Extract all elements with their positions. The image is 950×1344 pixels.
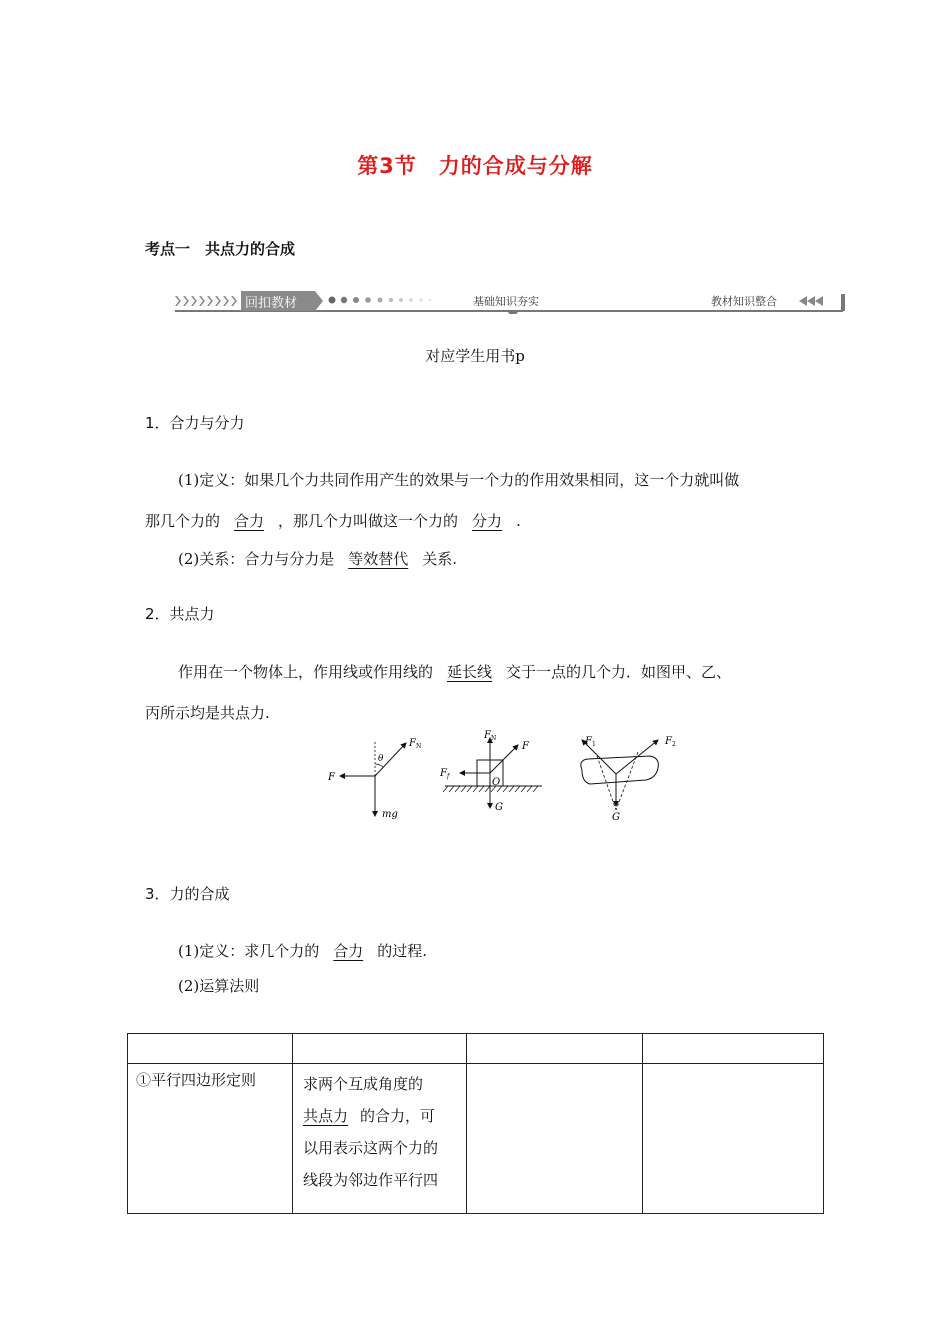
svg-text:mg: mg	[382, 809, 398, 820]
blank-answer: 等效替代	[348, 550, 409, 568]
s1-relation: (2)关系：合力与分力是 等效替代 关系.	[178, 550, 458, 568]
figure-c	[581, 736, 676, 823]
dots-icon	[329, 297, 432, 304]
table-row	[128, 1064, 824, 1214]
svg-text:G: G	[495, 802, 503, 813]
section-heading: 考点一 共点力的合成	[145, 240, 296, 258]
svg-text:F: F	[522, 741, 529, 752]
s1-definition-line2: 那几个力的 合力 ，那几个力叫做这一个力的 分力 .	[145, 512, 521, 530]
chevrons-icon	[175, 296, 237, 306]
blank-answer: 共点力	[303, 1107, 349, 1125]
blank-answer: 合力	[333, 942, 364, 960]
s3-definition: (1)定义：求几个力的 合力 的过程.	[178, 942, 428, 960]
section-banner	[175, 290, 847, 314]
banner-tag: 回扣教材	[245, 296, 298, 311]
s1-heading: 1．合力与分力	[145, 414, 245, 432]
svg-text:O: O	[492, 777, 501, 788]
blank-answer: 合力	[234, 512, 265, 530]
table-cell	[467, 1064, 643, 1214]
blank-answer: 分力	[472, 512, 503, 530]
svg-text:FN: $F_N$	[409, 738, 422, 750]
s2-paragraph-line1: 作用在一个物体上，作用线或作用线的 延长线 交于一点的几个力．如图甲、乙、	[178, 663, 732, 681]
s2-paragraph-line2: 丙所示均是共点力.	[145, 704, 270, 722]
blank-answer: 延长线	[447, 663, 493, 681]
svg-text:G: G	[612, 812, 620, 823]
subtitle: 对应学生用书p	[425, 347, 525, 365]
svg-text:θ: θ	[378, 754, 384, 764]
s1-definition-line1: (1)定义：如果几个力共同作用产生的效果与一个力的作用效果相同，这一个力就叫做	[178, 471, 740, 489]
concurrent-forces-figure	[320, 730, 700, 830]
svg-text:F: F	[328, 772, 335, 783]
rules-table	[127, 1033, 824, 1214]
page-title: 第3节 力的合成与分解	[357, 154, 593, 178]
svg-text:FN: $F_N$	[484, 730, 497, 742]
svg-text:F2: $F_2$	[665, 736, 676, 748]
table-cell	[643, 1064, 824, 1214]
s3-rule: (2)运算法则	[178, 977, 260, 995]
svg-text:Ff: $F_f$	[440, 768, 450, 780]
s2-heading: 2．共点力	[145, 605, 215, 623]
figure-a	[327, 738, 421, 820]
figure-b	[439, 730, 542, 813]
table-cell: 求两个互成角度的 共点力 的合力，可 以用表示这两个力的 线段为邻边作平行四	[293, 1064, 467, 1214]
table-cell: ①平行四边形定则	[128, 1064, 293, 1214]
banner-right-label: 教材知识整合	[711, 295, 777, 308]
s3-heading: 3．力的合成	[145, 885, 230, 903]
reverse-arrows-icon	[799, 296, 823, 306]
banner-center-label: 基础知识夯实	[473, 295, 539, 308]
table-header-row	[128, 1034, 824, 1064]
svg-text:F1: $F_1$	[585, 736, 596, 748]
